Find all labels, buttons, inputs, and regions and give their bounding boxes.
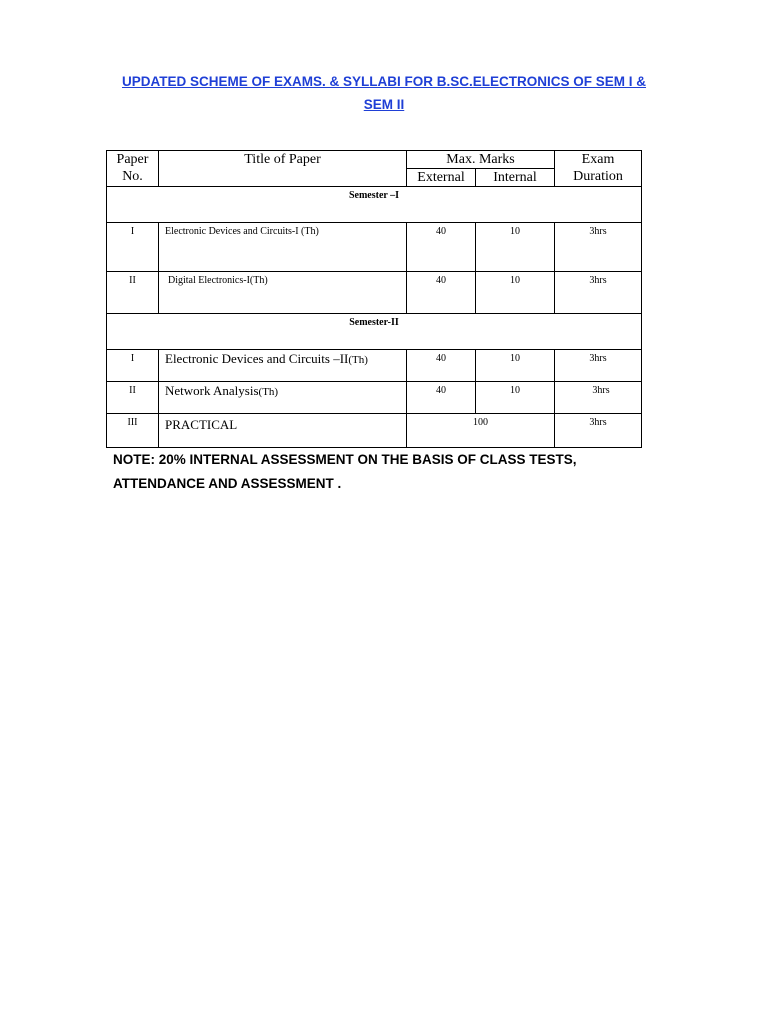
internal-marks: 10 [476, 382, 555, 414]
header-external: External [407, 169, 476, 187]
semester-2-label: Semester-II [107, 314, 642, 350]
external-marks: 40 [407, 382, 476, 414]
document-title [100, 70, 668, 116]
paper-title-text: Network Analysis [165, 383, 259, 398]
header-internal: Internal [476, 169, 555, 187]
paper-title [159, 382, 407, 414]
exam-duration: 3hrs [555, 382, 642, 414]
note-line-2: ATTENDANCE AND ASSESSMENT . [113, 476, 342, 491]
title-line-1: UPDATED SCHEME OF EXAMS. & SYLLABI FOR B.SC.ELECTRONICS OF SEM I & [121, 74, 647, 89]
table-row [107, 382, 642, 414]
exam-duration: 3hrs [555, 414, 642, 448]
semester-2-row [107, 314, 642, 350]
semester-1-label: Semester –I [107, 187, 642, 223]
paper-no: III [107, 414, 159, 448]
paper-title: Digital Electronics-I(Th) [159, 272, 407, 314]
table-row [107, 414, 642, 448]
header-paper-no [107, 151, 159, 187]
table-row [107, 350, 642, 382]
internal-marks: 10 [476, 350, 555, 382]
paper-title-suffix: (Th) [348, 354, 368, 366]
paper-title-text: Electronic Devices and Circuits –II [165, 351, 349, 366]
header-max-marks: Max. Marks [407, 151, 555, 169]
header-exam-duration [555, 151, 642, 187]
header-exam-line2: Duration [573, 169, 623, 184]
external-marks: 40 [407, 272, 476, 314]
header-exam-line1: Exam [581, 152, 615, 167]
paper-title: Electronic Devices and Circuits-I (Th) [159, 223, 407, 272]
table-row [107, 223, 642, 272]
exam-duration: 3hrs [555, 223, 642, 272]
external-marks: 40 [407, 223, 476, 272]
exam-scheme-table [106, 150, 642, 448]
header-paper-no-line2: No. [122, 169, 143, 184]
exam-duration: 3hrs [555, 350, 642, 382]
paper-no: I [107, 223, 159, 272]
practical-marks: 100 [407, 414, 555, 448]
table-row [107, 272, 642, 314]
paper-title [159, 350, 407, 382]
paper-no: II [107, 272, 159, 314]
semester-1-row [107, 187, 642, 223]
external-marks: 40 [407, 350, 476, 382]
title-line-2: SEM II [363, 97, 405, 112]
header-title: Title of Paper [159, 151, 407, 187]
paper-no: II [107, 382, 159, 414]
header-row [107, 151, 642, 169]
internal-marks: 10 [476, 272, 555, 314]
exam-duration: 3hrs [555, 272, 642, 314]
paper-title: PRACTICAL [159, 414, 407, 448]
note-line-1: NOTE: 20% INTERNAL ASSESSMENT ON THE BASIS OF CLASS TESTS, [113, 452, 577, 467]
assessment-note [113, 448, 673, 496]
paper-no: I [107, 350, 159, 382]
internal-marks: 10 [476, 223, 555, 272]
header-paper-no-line1: Paper [116, 152, 149, 167]
paper-title-suffix: (Th) [258, 386, 279, 398]
